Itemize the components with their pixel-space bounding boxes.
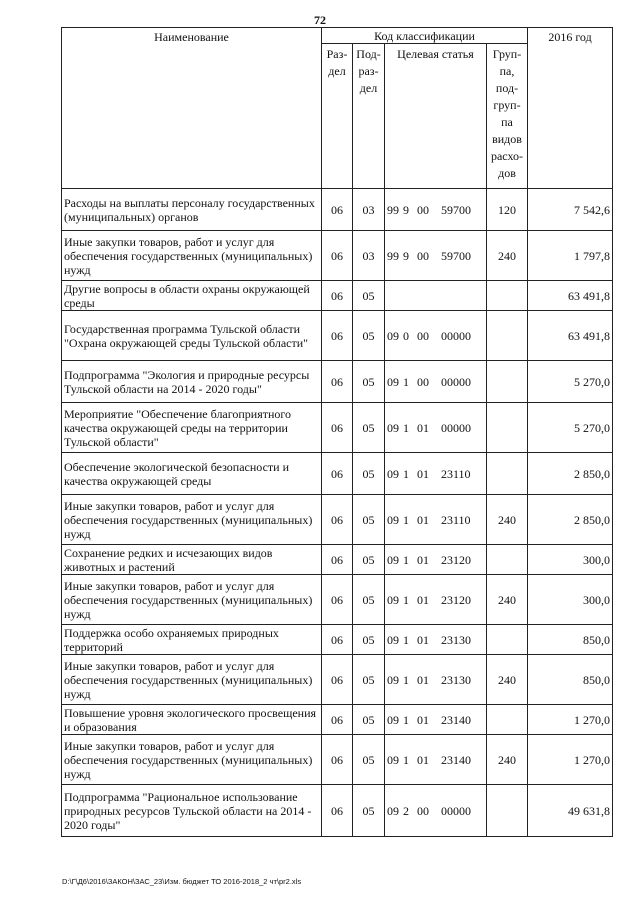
target-event: 01 <box>417 592 429 607</box>
row-target <box>385 453 487 495</box>
row-target <box>385 495 487 545</box>
header-code: Код классификации <box>322 28 528 44</box>
row-amount: 2 850,0 <box>528 453 613 495</box>
row-target <box>385 705 487 735</box>
row-group <box>487 785 528 837</box>
target-direction: 00000 <box>441 803 471 818</box>
row-group <box>487 545 528 575</box>
target-subprogram: 1 <box>403 466 409 481</box>
target-program: 09 <box>387 592 399 607</box>
row-target <box>385 189 487 231</box>
row-group: 120 <box>487 189 528 231</box>
table-row <box>62 403 613 453</box>
row-amount: 300,0 <box>528 545 613 575</box>
row-name: Поддержка особо охраняемых природных территорий <box>62 625 322 655</box>
target-direction: 23110 <box>441 512 471 527</box>
target-program: 09 <box>387 752 399 767</box>
target-program: 09 <box>387 328 399 343</box>
table-row <box>62 705 613 735</box>
row-razdel: 06 <box>322 403 353 453</box>
row-target <box>385 545 487 575</box>
target-direction: 23110 <box>441 466 471 481</box>
row-target <box>385 735 487 785</box>
target-direction: 23120 <box>441 552 471 567</box>
target-subprogram: 1 <box>403 672 409 687</box>
file-path-footer: D:\Г\Д6\2016\ЗАКОН\ЗАС_23\Изм. бюджет ТО 2016-2018_2 чт\pr2.xls <box>62 877 302 886</box>
row-target <box>385 361 487 403</box>
table-row <box>62 735 613 785</box>
target-subprogram: 9 <box>403 202 409 217</box>
target-subprogram: 1 <box>403 420 409 435</box>
row-group <box>487 361 528 403</box>
target-event: 01 <box>417 712 429 727</box>
header-group: Груп- па, под- груп- па видов расхо- дов <box>487 44 528 189</box>
row-group: 240 <box>487 575 528 625</box>
row-razdel: 06 <box>322 453 353 495</box>
target-program: 09 <box>387 712 399 727</box>
page-number: 72 <box>314 13 326 27</box>
target-subprogram: 1 <box>403 512 409 527</box>
table-row <box>62 189 613 231</box>
row-target <box>385 575 487 625</box>
row-group: 240 <box>487 231 528 281</box>
target-direction: 59700 <box>441 202 471 217</box>
target-direction: 23140 <box>441 752 471 767</box>
row-razdel: 06 <box>322 735 353 785</box>
row-name: Подпрограмма "Рациональное использование природных ресурсов Тульской области на 2014 - 2020 годы" <box>62 785 322 837</box>
row-amount: 49 631,8 <box>528 785 613 837</box>
table-row <box>62 625 613 655</box>
target-event: 01 <box>417 672 429 687</box>
row-razdel: 06 <box>322 705 353 735</box>
target-subprogram: 1 <box>403 752 409 767</box>
target-subprogram: 1 <box>403 712 409 727</box>
header-target: Целевая статья <box>385 44 487 189</box>
row-target <box>385 785 487 837</box>
target-subprogram: 1 <box>403 374 409 389</box>
target-direction: 23130 <box>441 672 471 687</box>
row-razdel: 06 <box>322 361 353 403</box>
row-amount: 1 270,0 <box>528 735 613 785</box>
table-row <box>62 545 613 575</box>
row-razdel: 06 <box>322 625 353 655</box>
table-row <box>62 785 613 837</box>
row-name: Повышение уровня экологического просвещения и образования <box>62 705 322 735</box>
target-program: 09 <box>387 803 399 818</box>
row-podrazdel: 05 <box>353 495 385 545</box>
row-podrazdel: 05 <box>353 625 385 655</box>
target-event: 00 <box>417 328 429 343</box>
row-group: 240 <box>487 655 528 705</box>
row-amount: 2 850,0 <box>528 495 613 545</box>
target-event: 01 <box>417 752 429 767</box>
row-target <box>385 311 487 361</box>
row-razdel: 06 <box>322 189 353 231</box>
target-event: 01 <box>417 420 429 435</box>
target-program: 09 <box>387 466 399 481</box>
target-subprogram: 2 <box>403 803 409 818</box>
header-name: Наименование <box>62 28 322 189</box>
target-subprogram: 1 <box>403 552 409 567</box>
row-name: Иные закупки товаров, работ и услуг для обеспечения государственных (муниципальных) нужд <box>62 495 322 545</box>
row-amount: 850,0 <box>528 655 613 705</box>
row-name: Иные закупки товаров, работ и услуг для обеспечения государственных (муниципальных) нужд <box>62 575 322 625</box>
target-event: 01 <box>417 632 429 647</box>
target-direction: 00000 <box>441 374 471 389</box>
table-row <box>62 655 613 705</box>
target-subprogram: 9 <box>403 248 409 263</box>
row-target <box>385 281 487 311</box>
target-direction: 00000 <box>441 420 471 435</box>
row-amount: 5 270,0 <box>528 403 613 453</box>
table-row <box>62 575 613 625</box>
table-row <box>62 453 613 495</box>
row-razdel: 06 <box>322 655 353 705</box>
row-razdel: 06 <box>322 231 353 281</box>
row-target <box>385 403 487 453</box>
row-razdel: 06 <box>322 785 353 837</box>
row-target <box>385 231 487 281</box>
target-program: 99 <box>387 202 399 217</box>
target-program: 09 <box>387 420 399 435</box>
row-amount: 1 270,0 <box>528 705 613 735</box>
row-name: Подпрограмма "Экология и природные ресурсы Тульской области на 2014 - 2020 годы" <box>62 361 322 403</box>
row-razdel: 06 <box>322 281 353 311</box>
row-amount: 5 270,0 <box>528 361 613 403</box>
target-program: 09 <box>387 552 399 567</box>
row-amount: 1 797,8 <box>528 231 613 281</box>
target-program: 09 <box>387 512 399 527</box>
row-podrazdel: 05 <box>353 545 385 575</box>
header-podrazdel: Под- раз- дел <box>353 44 385 189</box>
row-podrazdel: 05 <box>353 281 385 311</box>
row-name: Иные закупки товаров, работ и услуг для обеспечения государственных (муниципальных) нужд <box>62 655 322 705</box>
header-year: 2016 год <box>528 28 613 189</box>
row-name: Иные закупки товаров, работ и услуг для обеспечения государственных (муниципальных) нужд <box>62 231 322 281</box>
row-razdel: 06 <box>322 495 353 545</box>
row-podrazdel: 05 <box>353 785 385 837</box>
row-group: 240 <box>487 495 528 545</box>
table-row <box>62 311 613 361</box>
row-group <box>487 705 528 735</box>
row-podrazdel: 03 <box>353 231 385 281</box>
row-podrazdel: 05 <box>353 655 385 705</box>
target-direction: 23140 <box>441 712 471 727</box>
table-row <box>62 231 613 281</box>
target-subprogram: 0 <box>403 328 409 343</box>
row-group: 240 <box>487 735 528 785</box>
row-name: Сохранение редких и исчезающих видов животных и растений <box>62 545 322 575</box>
row-name: Обеспечение экологической безопасности и качества окружающей среды <box>62 453 322 495</box>
target-direction: 00000 <box>441 328 471 343</box>
table-row <box>62 281 613 311</box>
row-target <box>385 655 487 705</box>
row-group <box>487 625 528 655</box>
row-name: Мероприятие "Обеспечение благоприятного качества окружающей среды на территории Тульской области" <box>62 403 322 453</box>
header-razdel: Раз- дел <box>322 44 353 189</box>
target-program: 09 <box>387 672 399 687</box>
target-event: 00 <box>417 803 429 818</box>
row-name: Другие вопросы в области охраны окружающей среды <box>62 281 322 311</box>
row-podrazdel: 05 <box>353 575 385 625</box>
target-event: 01 <box>417 552 429 567</box>
row-name: Расходы на выплаты персоналу государственных (муниципальных) органов <box>62 189 322 231</box>
row-podrazdel: 05 <box>353 311 385 361</box>
row-podrazdel: 05 <box>353 453 385 495</box>
row-amount: 850,0 <box>528 625 613 655</box>
row-podrazdel: 05 <box>353 705 385 735</box>
target-program: 99 <box>387 248 399 263</box>
row-podrazdel: 03 <box>353 189 385 231</box>
target-subprogram: 1 <box>403 632 409 647</box>
target-direction: 59700 <box>441 248 471 263</box>
target-event: 00 <box>417 202 429 217</box>
row-group <box>487 281 528 311</box>
row-group <box>487 403 528 453</box>
target-event: 00 <box>417 248 429 263</box>
row-group <box>487 453 528 495</box>
row-amount: 63 491,8 <box>528 281 613 311</box>
target-program: 09 <box>387 632 399 647</box>
row-name: Государственная программа Тульской области "Охрана окружающей среды Тульской области" <box>62 311 322 361</box>
row-razdel: 06 <box>322 311 353 361</box>
budget-table <box>61 27 613 837</box>
row-amount: 7 542,6 <box>528 189 613 231</box>
target-subprogram: 1 <box>403 592 409 607</box>
target-event: 01 <box>417 512 429 527</box>
target-direction: 23130 <box>441 632 471 647</box>
row-amount: 300,0 <box>528 575 613 625</box>
row-group <box>487 311 528 361</box>
target-event: 01 <box>417 466 429 481</box>
row-target <box>385 625 487 655</box>
table-row <box>62 495 613 545</box>
row-razdel: 06 <box>322 545 353 575</box>
target-direction: 23120 <box>441 592 471 607</box>
target-event: 00 <box>417 374 429 389</box>
table-body <box>62 189 613 837</box>
row-podrazdel: 05 <box>353 361 385 403</box>
row-podrazdel: 05 <box>353 735 385 785</box>
row-amount: 63 491,8 <box>528 311 613 361</box>
target-program: 09 <box>387 374 399 389</box>
row-name: Иные закупки товаров, работ и услуг для обеспечения государственных (муниципальных) нужд <box>62 735 322 785</box>
row-podrazdel: 05 <box>353 403 385 453</box>
row-razdel: 06 <box>322 575 353 625</box>
table-row <box>62 361 613 403</box>
